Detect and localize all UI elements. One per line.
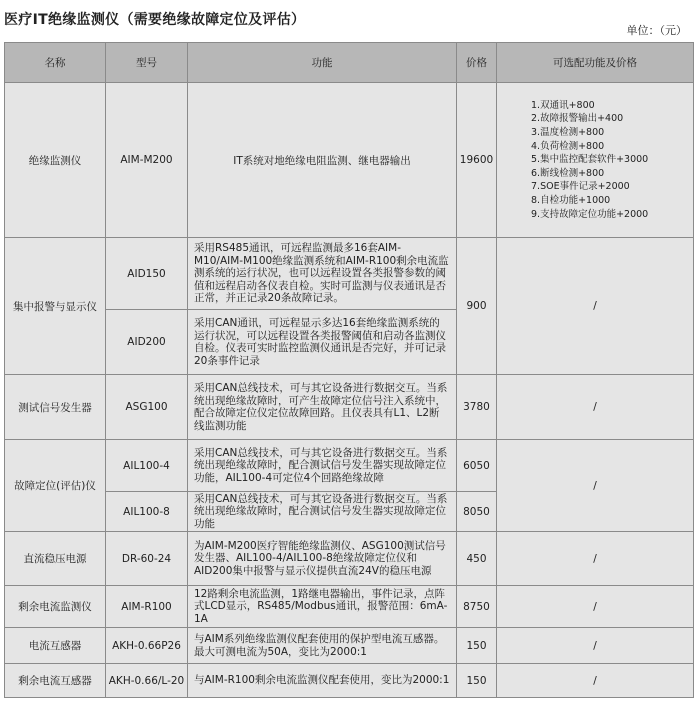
table-row — [5, 532, 694, 586]
option-item: 2.故障报警输出+400 — [531, 113, 624, 125]
product-price: 3780 — [457, 375, 497, 440]
product-model: AIM-M200 — [106, 83, 188, 238]
header-price: 价格 — [457, 43, 497, 83]
product-options: / — [497, 238, 694, 375]
product-name: 故障定位(评估)仪 — [5, 440, 106, 532]
product-options: / — [497, 628, 694, 664]
product-model: ASG100 — [106, 375, 188, 440]
product-price: 19600 — [457, 83, 497, 238]
product-price: 8050 — [457, 492, 497, 532]
product-price: 450 — [457, 532, 497, 586]
product-options: / — [497, 664, 694, 698]
option-item: 5.集中监控配套软件+3000 — [531, 154, 649, 166]
product-model: AIL100-4 — [106, 440, 188, 492]
header-model: 型号 — [106, 43, 188, 83]
header-name: 名称 — [5, 43, 106, 83]
options-list — [497, 83, 694, 238]
option-item: 3.温度检测+800 — [531, 127, 605, 139]
product-function: 采用CAN总线技术，可与其它设备进行数据交互。当系统出现绝缘故障时，可产生故障定位信号注入系统中，配合故障定位仪定位故障回路。且仪表具有L1、L2断线监测功能 — [188, 375, 457, 440]
option-item: 7.SOE事件记录+2000 — [531, 181, 630, 193]
product-model: AID200 — [106, 310, 188, 375]
page-title: 医疗IT绝缘监测仪（需要绝缘故障定位及评估） — [4, 12, 306, 28]
product-model: AIL100-8 — [106, 492, 188, 532]
product-options: / — [497, 532, 694, 586]
product-price: 900 — [457, 238, 497, 375]
product-price: 150 — [457, 628, 497, 664]
product-function: 采用RS485通讯，可远程监测最多16套AIM-M10/AIM-M100绝缘监测系统和AIM-R100剩余电流监测系统的运行状况，也可以远程设置各类报警参数的阈值和远程启动各仪表自检。实时可监测与仪表通讯是否正常，并正记录20条故障记录。 — [188, 238, 457, 310]
product-name: 测试信号发生器 — [5, 375, 106, 440]
product-options: / — [497, 440, 694, 532]
product-function: 采用CAN通讯，可远程显示多达16套绝缘监测系统的运行状况，可以远程设置各类报警阈值和启动各监测仪自检。仪表可实时监控监测仪通讯是否完好，并可记录20条事件记录 — [188, 310, 457, 375]
product-price: 150 — [457, 664, 497, 698]
product-name: 剩余电流互感器 — [5, 664, 106, 698]
product-function: IT系统对地绝缘电阻监测、继电器输出 — [188, 83, 457, 238]
product-model: AKH-0.66P26 — [106, 628, 188, 664]
option-item: 1.双通讯+800 — [531, 99, 595, 111]
product-function: 采用CAN总线技术，可与其它设备进行数据交互。当系统出现绝缘故障时，配合测试信号发生器实现故障定位功能 — [188, 492, 457, 532]
product-name: 直流稳压电源 — [5, 532, 106, 586]
product-model: AKH-0.66/L-20 — [106, 664, 188, 698]
header-options: 可选配功能及价格 — [497, 43, 694, 83]
table-row — [5, 664, 694, 698]
product-options: / — [497, 375, 694, 440]
product-name: 电流互感器 — [5, 628, 106, 664]
option-item: 9.支持故障定位功能+2000 — [531, 208, 649, 220]
table-row — [5, 586, 694, 628]
product-name: 集中报警与显示仪 — [5, 238, 106, 375]
table-row — [5, 238, 694, 310]
product-model: AID150 — [106, 238, 188, 310]
option-item: 8.自检功能+1000 — [531, 194, 611, 206]
price-table — [4, 42, 694, 698]
product-function: 与AIM-R100剩余电流监测仪配套使用，变比为2000:1 — [188, 664, 457, 698]
option-item: 6.断线检测+800 — [531, 167, 605, 179]
table-row — [5, 375, 694, 440]
unit-label: 单位：（元） — [626, 24, 687, 37]
product-function: 12路剩余电流监测，1路继电器输出，事件记录，点阵式LCD显示，RS485/Modbus通讯，报警范围：6mA-1A — [188, 586, 457, 628]
product-name: 剩余电流监测仪 — [5, 586, 106, 628]
product-price: 6050 — [457, 440, 497, 492]
product-price: 8750 — [457, 586, 497, 628]
product-name: 绝缘监测仪 — [5, 83, 106, 238]
table-row — [5, 628, 694, 664]
table-row — [5, 83, 694, 238]
product-function: 与AIM系列绝缘监测仪配套使用的保护型电流互感器。最大可测电流为50A，变比为2000:1 — [188, 628, 457, 664]
header-function: 功能 — [188, 43, 457, 83]
option-item: 4.负荷检测+800 — [531, 140, 605, 152]
product-options: / — [497, 586, 694, 628]
table-row — [5, 440, 694, 492]
product-function: 采用CAN总线技术，可与其它设备进行数据交互。当系统出现绝缘故障时，配合测试信号发生器实现故障定位功能，AIL100-4可定位4个回路绝缘故障 — [188, 440, 457, 492]
product-model: AIM-R100 — [106, 586, 188, 628]
product-model: DR-60-24 — [106, 532, 188, 586]
product-function: 为AIM-M200医疗智能绝缘监测仪、ASG100测试信号发生器、AIL100-4/AIL100-8绝缘故障定位仪和AID200集中报警与显示仪提供直流24V的稳压电源 — [188, 532, 457, 586]
header-row — [5, 43, 694, 83]
